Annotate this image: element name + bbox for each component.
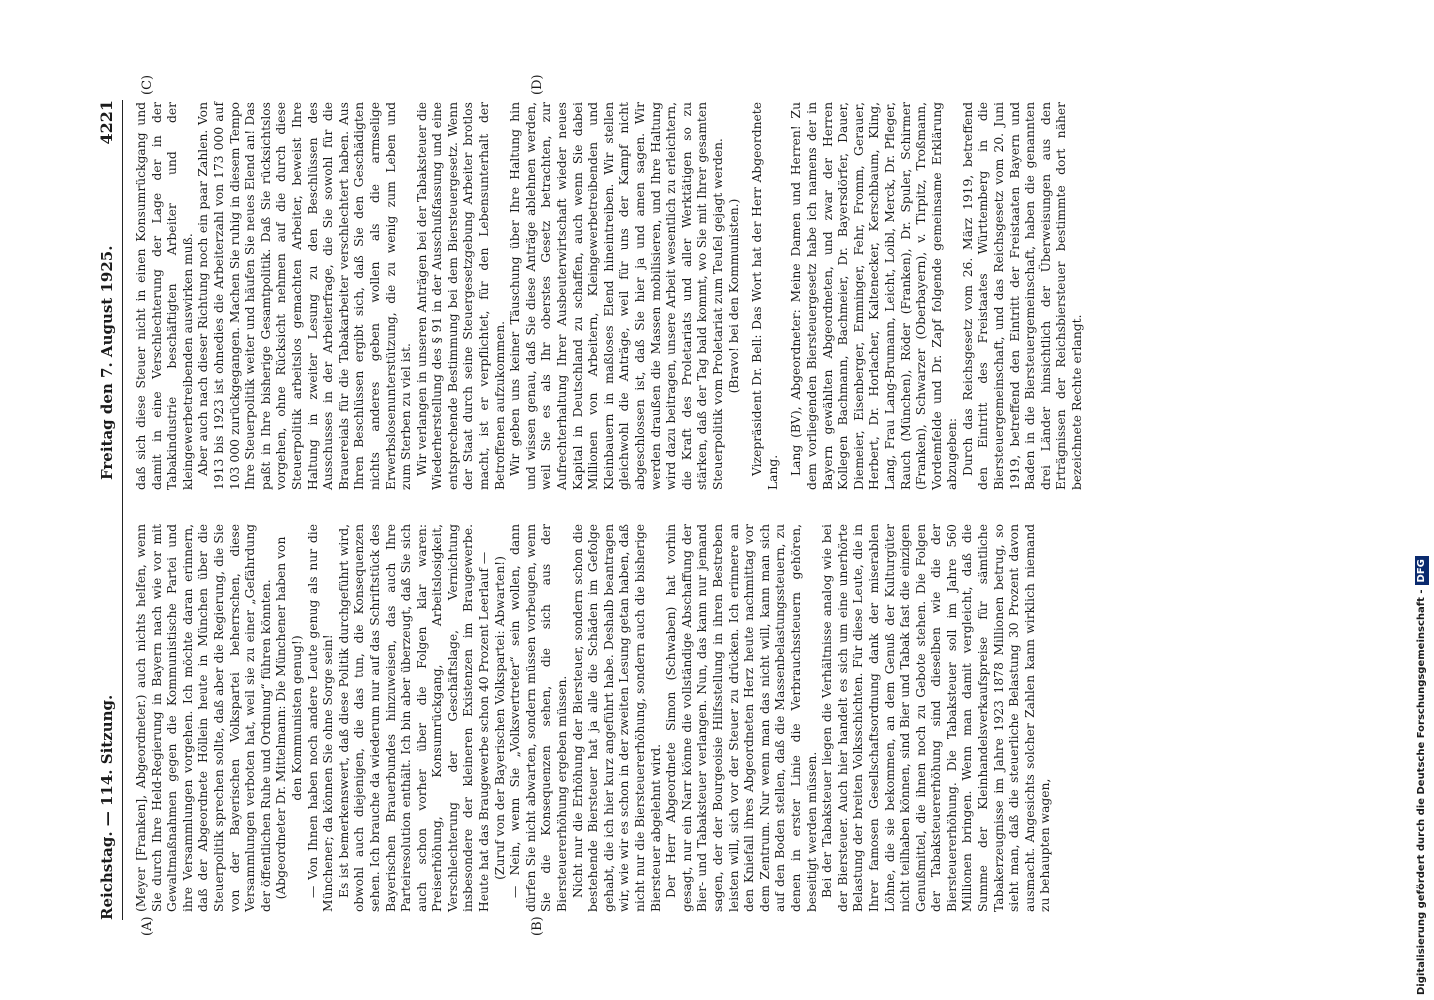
margin-mark-d: (D)	[530, 74, 545, 95]
paragraph: Lang (BV), Abgeordneter: Meine Damen und Herren! Zu dem vorliegenden Biersteuergesetz habe ich namens der in Bayern gewählten Abgeordneten, und zwar der Herren Kollegen Bachmann, Bachmeier, Dr. Bayersdörfer, Dauer, Diemeier, Eisenberger, Emminger, Fehr, Fromm, Gerauer, Herbert, Dr. Horlacher, Kaltenecker, Kerschbaum, Kling, Lang, Frau Lang-Brumann, Leicht, Loibl, Merck, Dr. Pfleger, Rauch (München), Röder (Franken), Dr. Spuler, Schirmer (Franken), Schwarzer (Oberbayern), v. Tirpitz, Troßmann, Vordemfelde und Dr. Zapf folgende gemeinsame Erklärung abzugeben:	[789, 102, 960, 490]
interjection: (Bravo! bei den Kommunisten.)	[726, 198, 741, 394]
interjection: (Abgeordneter Dr. Mittelmann: Die Münchener haben von den Kommunisten genug!)	[274, 536, 304, 900]
paragraph: Aber auch nach dieser Richtung noch ein paar Zahlen. Von 1913 bis 1923 ist ohnedies die Arbeiterzahl von 173 000 auf 103 000 zurückgegangen. Machen Sie ruhig in diesem Tempo Ihre Steuerpolitik weiter und häufen Sie neues Elend an! Das paßt in Ihre bisherige Gesamtpolitik. Daß Sie rücksichtslos vorgehen, ohne Rücksicht nehmen auf die durch diese Steuerpolitik arbeitslos gemachten Arbeiter, beweist Ihre Haltung in zweiter Lesung zu den Beschlüssen des Ausschusses in der Arbeiterfrage, die Sie sowohl für die Brauereials für die Tabakarbeiter verschlechtert haben. Aus Ihren Beschlüssen ergibt sich, daß Sie den Geschädigten nichts anderes geben wollen als die armselige Erwerbslosenunterstützung, die zu wenig zum Leben und zum Sterben zu viel ist.	[196, 102, 414, 490]
margin-mark-a: (A)	[140, 916, 155, 936]
page-number: 4221	[97, 100, 116, 145]
column-left	[134, 524, 1053, 912]
margin-mark-b: (B)	[530, 916, 545, 936]
paragraph: Bei der Tabaksteuer liegen die Verhältnisse analog wie bei der Biersteuer. Auch hier handelt es sich um eine unerhörte Belastung der breiten Volksschichten. Für diese Leute, die in Ihrer famosen Gesellschaftsordnung dank der miserablen Löhne, die sie bekommen, an dem Genuß der Kulturgüter nicht teilhaben können, sind Bier und Tabak fast die einzigen Genußmittel, die ihnen noch zu Gebote stehen. Die Folgen der Tabaksteuererhöhung sind dieselben wie die der Biersteuererhöhung. Die Tabaksteuer soll im Jahre 560 Millionen bringen. Wenn man damit vergleicht, daß die Summe der Kleinhandelsverkaufspreise für sämtliche Tabakerzeugnisse im Jahre 1923 1878 Millionen betrug, so sieht man, daß die steuerliche Belastung 30 Prozent davon ausmacht. Angesichts solcher Zahlen kann wirklich niemand zu behaupten wagen,	[820, 524, 1053, 912]
paragraph: Vizepräsident Dr. Bell: Das Wort hat der Herr Abgeordnete Lang.	[750, 102, 780, 490]
header-session: Reichstag. — 114. Sitzung.	[98, 694, 116, 920]
paragraph: Nicht nur die Erhöhung der Biersteuer, sondern schon die bestehende Biersteuer hat ja alle die Schäden im Gefolge gehabt, die ich hier kurz angeführt habe. Deshalb beantragen wir, wie wir es schon in der zweiten Lesung getan haben, daß nicht nur die Biersteuererhöhung, sondern auch die bisherige Biersteuer abgelehnt wird.	[570, 524, 663, 912]
paragraph: — Von Ihnen haben noch andere Leute genug als nur die Münchener; da können Sie ohne Sorge sein!	[305, 524, 336, 912]
header-date: Freitag den 7. August 1925.	[98, 245, 116, 480]
paragraph: — Nein, wenn Sie „Volksvertreter“ sein wollen, dann dürfen Sie nicht abwarten, sondern müssen vorbeugen, wenn Sie die Konsequenzen sehen, die sich aus der Biersteuererhöhung ergeben müssen.	[508, 524, 570, 912]
page-header	[88, 100, 123, 920]
paragraph: Der Herr Abgeordnete Simon (Schwaben) hat vorhin gesagt, nur ein Narr könne die vollständige Abschaffung der Bier- und Tabaksteuer verlangen. Nun, das kann nur jemand sagen, der der Bourgeoisie Hilfsstellung in ihren Bestreben leisten will, sich vor der Steuer zu drücken. Ich erinnere an den Kniefall ihres Abgeordneten Herz heute nachmittag vor dem Zentrum. Nur wenn man das nicht will, kann man sich auf den Boden stellen, daß die Massenbelastungssteuern, zu denen in erster Linie die Verbrauchssteuern gehören, beseitigt werden müssen.	[664, 524, 819, 912]
column-right	[134, 102, 1085, 490]
paragraph: Wir geben uns keiner Täuschung über Ihre Haltung hin und wissen genau, daß Sie diese Anträge ablehnen werden, weil Sie es als Ihr oberstes Gesetz betrachten, zur Aufrechterhaltung Ihrer Ausbeuterwirtschaft wieder neues Kapital in Deutschland zu schaffen, auch wenn Sie dabei Millionen von Arbeitern, Kleingewerbetreibenden und Kleinbauern in maßloses Elend hineintreiben. Wir stellen gleichwohl die Anträge, weil für uns der Kampf nicht abgeschlossen ist, daß Sie hier ja und amen sagen. Wir werden draußen die Massen mobilisieren, und Ihre Haltung wird dazu beitragen, unsere Arbeit wesentlich zu erleichtern, die Kraft des Proletariats und aller Werktätigen so zu stärken, daß der Tag bald kommt, wo Sie mit Ihrer gesamten Steuerpolitik vom Proletariat zum Teufel gejagt werden.	[508, 102, 725, 490]
dfg-note: Digitalisierung gefördert durch die Deutsche Forschungsgemeinschaft -	[1416, 589, 1427, 995]
interjection: (Zuruf von der Bayerischen Volkspartei: Abwarten!)	[492, 556, 507, 880]
margin-mark-c: (C)	[140, 74, 155, 95]
paragraph: Durch das Reichsgesetz vom 26. März 1919, betreffend den Eintritt des Freistaates Württemberg in die Biersteuergemeinschaft, und das Reichsgesetz vom 20. Juni 1919, betreffend den Eintritt der Freistaaten Bayern und Baden in die Biersteuergemeinschaft, haben die genannten drei Länder hinsichtlich der Überweisungen aus den Erträgnissen der Reichsbiersteuer bestimmte dort näher bezeichnete Rechte erlangt.	[960, 102, 1085, 490]
dfg-sidebar	[1415, 5, 1429, 995]
paragraph: (Meyer [Franken], Abgeordneter.) auch nichts helfen, wenn Sie durch Ihre Held-Regierung in Bayern nach wie vor mit Gewaltmaßnahmen gegen die Kommunistische Partei und ihre Versammlungen vorgehen. Ich möchte daran erinnern, daß der Abgeordnete Höllein heute in München über die Steuerpolitik sprechen sollte, daß aber die Regierung, die Sie von der Bayerischen Volkspartei beherrschen, diese Versammlungen verboten hat, weil sie zu einer „Gefährdung der öffentlichen Ruhe und Ordnung“ führen könnten.	[134, 524, 273, 912]
paragraph: daß sich diese Steuer nicht in einen Konsumrückgang und damit in eine Verschlechterung der Lage der in der Tabakindustrie beschäftigten Arbeiter und der kleingewerbetreibenden auswirken muß.	[134, 102, 195, 490]
paragraph: Wir verlangen in unseren Anträgen bei der Tabaksteuer die Wiederherstellung des § 91 in der Ausschußfassung und eine entsprechende Bestimmung bei dem Biersteuergesetz. Wenn der Staat durch seine Steuergesetzgebung Arbeiter brotlos macht, ist er verpflichtet, für den Lebensunterhalt der Betroffenen aufzukommen.	[414, 102, 507, 490]
paragraph: Es ist bemerkenswert, daß diese Politik durchgeführt wird, obwohl auch diejenigen, die das tun, die Konsequenzen sehen. Ich brauche da wiederum nur auf das Schriftstück des Bayerischen Brauerbundes hinzuweisen, das auch Ihre Parteiresolution enthält. Ich bin aber überzeugt, daß Sie sich auch schon vorher über die Folgen klar waren: Preiserhöhung, Konsumrückgang, Arbeitslosigkeit, Verschlechterung der Geschäftslage, Vernichtung insbesondere der kleineren Existenzen im Braugewerbe. Heute hat das Braugewerbe schon 40 Prozent Leerlauf —	[336, 524, 492, 912]
dfg-logo: DFG	[1415, 556, 1429, 585]
